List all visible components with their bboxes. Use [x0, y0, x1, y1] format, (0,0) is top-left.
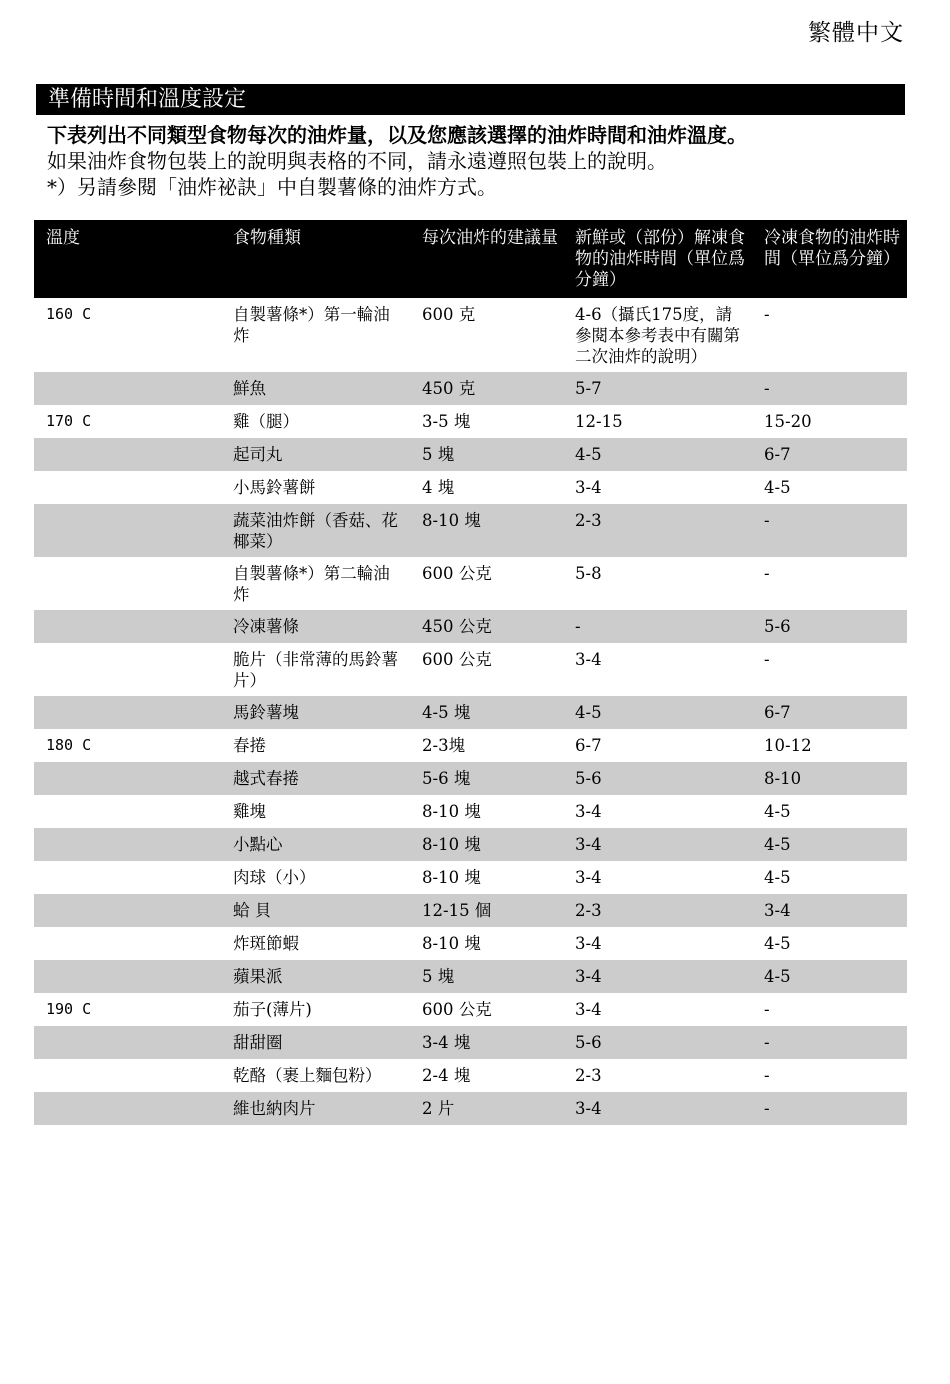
cell-frozen-time: - — [764, 1099, 770, 1118]
cell-food: 馬鈴薯塊 — [233, 703, 299, 722]
table-row — [34, 610, 907, 643]
cell-fresh-time: 3-4 — [575, 967, 602, 986]
cell-fresh-time: 3-4 — [575, 650, 602, 669]
table-row — [34, 762, 907, 795]
cell-fresh-time: 4-5 — [575, 703, 602, 722]
header-fresh-time: 新鮮或（部份）解凍食物的油炸時間（單位爲分鐘） — [575, 228, 745, 290]
cell-temperature — [34, 861, 221, 894]
table-row — [34, 993, 907, 1026]
cell-frozen-time: 6-7 — [764, 703, 791, 722]
cell-food: 雞（腿） — [233, 412, 299, 431]
cell-food: 蔬菜油炸餅（香菇、花椰菜） — [233, 511, 398, 551]
cell-food: 脆片（非常薄的馬鈴薯片） — [233, 650, 398, 690]
cell-amount: 8-10 塊 — [422, 835, 481, 854]
cell-fresh-time: 3-4 — [575, 934, 602, 953]
cell-frozen-time: - — [764, 1033, 770, 1052]
cell-amount: 8-10 塊 — [422, 868, 481, 887]
header-amount: 每次油炸的建議量 — [422, 228, 558, 248]
cell-fresh-time: 2-3 — [575, 901, 602, 920]
cell-food: 小點心 — [233, 835, 283, 854]
cell-fresh-time: 12-15 — [575, 412, 623, 431]
cell-frozen-time: - — [764, 1066, 770, 1085]
cell-fresh-time: 5-7 — [575, 379, 602, 398]
cell-food: 蛤 貝 — [233, 901, 272, 920]
cell-frozen-time: - — [764, 379, 770, 398]
cell-food: 起司丸 — [233, 445, 283, 464]
cell-temperature — [34, 894, 221, 927]
cell-temperature: 190 C — [46, 1000, 92, 1018]
cell-frozen-time: - — [764, 305, 770, 324]
intro-line: 如果油炸食物包裝上的說明與表格的不同，請永遠遵照包裝上的說明。 — [47, 149, 667, 173]
cell-fresh-time: 2-3 — [575, 511, 602, 530]
table-row — [34, 927, 907, 960]
cell-food: 春捲 — [233, 736, 266, 755]
cell-frozen-time: 5-6 — [764, 617, 791, 636]
cell-temperature — [34, 372, 221, 405]
cell-frozen-time: 8-10 — [764, 769, 802, 788]
table-row — [34, 1059, 907, 1092]
table-row — [34, 1092, 907, 1125]
header-frozen-time: 冷凍食物的油炸時間（單位爲分鐘） — [764, 228, 900, 269]
table-row — [34, 405, 907, 438]
cell-fresh-time: - — [575, 617, 581, 636]
cell-temperature — [34, 1026, 221, 1059]
cell-fresh-time: 3-4 — [575, 478, 602, 497]
cell-frozen-time: 4-5 — [764, 835, 791, 854]
cell-food: 自製薯條*）第二輪油炸 — [233, 564, 390, 604]
cell-frozen-time: 4-5 — [764, 802, 791, 821]
table-row — [34, 438, 907, 471]
cell-food: 小馬鈴薯餅 — [233, 478, 316, 497]
cell-amount: 5 塊 — [422, 967, 455, 986]
table-row — [34, 557, 907, 610]
cell-amount: 8-10 塊 — [422, 934, 481, 953]
cell-frozen-time: 10-12 — [764, 736, 812, 755]
cell-amount: 12-15 個 — [422, 901, 492, 920]
cell-frozen-time: - — [764, 511, 770, 530]
table-row — [34, 960, 907, 993]
cell-food: 蘋果派 — [233, 967, 283, 986]
cell-temperature — [34, 1092, 221, 1125]
cell-fresh-time: 5-8 — [575, 564, 602, 583]
intro-line: *）另請參閱「油炸祕訣」中自製薯條的油炸方式。 — [47, 175, 497, 199]
cell-food: 甜甜圈 — [233, 1033, 283, 1052]
cell-amount: 2 片 — [422, 1099, 455, 1118]
cell-food: 鮮魚 — [233, 379, 266, 398]
cell-fresh-time: 3-4 — [575, 802, 602, 821]
cell-amount: 3-5 塊 — [422, 412, 471, 431]
cell-amount: 600 克 — [422, 305, 476, 324]
cell-temperature — [34, 557, 221, 610]
cell-frozen-time: 15-20 — [764, 412, 812, 431]
cell-frozen-time: 6-7 — [764, 445, 791, 464]
cell-frozen-time: 4-5 — [764, 478, 791, 497]
intro-line: 下表列出不同類型食物每次的油炸量，以及您應該選擇的油炸時間和油炸溫度。 — [47, 123, 747, 147]
cell-food: 自製薯條*）第一輪油炸 — [233, 305, 390, 345]
table-row — [34, 828, 907, 861]
cell-frozen-time: 3-4 — [764, 901, 791, 920]
cell-temperature: 180 C — [46, 736, 92, 754]
cell-temperature — [34, 828, 221, 861]
cell-fresh-time: 4-6（攝氏175度，請參閱本參考表中有關第二次油炸的說明） — [575, 305, 740, 366]
section-title: 準備時間和溫度設定 — [36, 84, 905, 115]
cell-amount: 4 塊 — [422, 478, 455, 497]
cell-temperature: 170 C — [46, 412, 92, 430]
cell-amount: 2-3塊 — [422, 736, 466, 755]
cell-fresh-time: 3-4 — [575, 1099, 602, 1118]
frying-time-table — [34, 220, 907, 1125]
cell-amount: 600 公克 — [422, 564, 492, 583]
cell-frozen-time: 4-5 — [764, 967, 791, 986]
cell-temperature — [34, 438, 221, 471]
intro-text — [47, 122, 907, 200]
cell-frozen-time: 4-5 — [764, 934, 791, 953]
cell-food: 炸斑節蝦 — [233, 934, 299, 953]
cell-frozen-time: 4-5 — [764, 868, 791, 887]
cell-food: 茄子(薄片) — [233, 1000, 312, 1019]
cell-amount: 600 公克 — [422, 650, 492, 669]
cell-temperature — [34, 610, 221, 643]
cell-fresh-time: 5-6 — [575, 1033, 602, 1052]
table-row — [34, 894, 907, 927]
cell-amount: 600 公克 — [422, 1000, 492, 1019]
cell-fresh-time: 6-7 — [575, 736, 602, 755]
cell-temperature — [34, 795, 221, 828]
cell-amount: 2-4 塊 — [422, 1066, 471, 1085]
cell-frozen-time: - — [764, 564, 770, 583]
cell-fresh-time: 4-5 — [575, 445, 602, 464]
cell-food: 冷凍薯條 — [233, 617, 299, 636]
cell-amount: 8-10 塊 — [422, 511, 481, 530]
cell-food: 維也納肉片 — [233, 1099, 316, 1118]
table-row — [34, 696, 907, 729]
cell-temperature — [34, 643, 221, 696]
cell-amount: 5-6 塊 — [422, 769, 471, 788]
cell-amount: 8-10 塊 — [422, 802, 481, 821]
header-temperature: 溫度 — [46, 228, 80, 248]
cell-amount: 4-5 塊 — [422, 703, 471, 722]
cell-fresh-time: 2-3 — [575, 1066, 602, 1085]
cell-temperature: 160 C — [46, 305, 92, 323]
cell-frozen-time: - — [764, 650, 770, 669]
cell-fresh-time: 3-4 — [575, 1000, 602, 1019]
table-header-row — [34, 220, 907, 298]
cell-food: 雞塊 — [233, 802, 266, 821]
cell-temperature — [34, 762, 221, 795]
table-row — [34, 729, 907, 762]
cell-food: 肉球（小） — [233, 868, 316, 887]
table-row — [34, 1026, 907, 1059]
table-row — [34, 795, 907, 828]
table-body — [34, 298, 907, 1125]
cell-food: 乾酪（裹上麵包粉） — [233, 1066, 382, 1085]
cell-fresh-time: 3-4 — [575, 835, 602, 854]
cell-temperature — [34, 504, 221, 557]
language-label: 繁體中文 — [808, 20, 904, 46]
cell-fresh-time: 3-4 — [575, 868, 602, 887]
cell-temperature — [34, 696, 221, 729]
cell-amount: 450 公克 — [422, 617, 492, 636]
cell-temperature — [34, 960, 221, 993]
cell-temperature — [34, 927, 221, 960]
cell-food: 越式春捲 — [233, 769, 299, 788]
cell-amount: 5 塊 — [422, 445, 455, 464]
cell-temperature — [34, 1059, 221, 1092]
table-row — [34, 861, 907, 894]
table-row — [34, 372, 907, 405]
table-row — [34, 504, 907, 557]
table-row — [34, 471, 907, 504]
table-row — [34, 643, 907, 696]
cell-frozen-time: - — [764, 1000, 770, 1019]
cell-fresh-time: 5-6 — [575, 769, 602, 788]
table-row — [34, 298, 907, 372]
cell-amount: 450 克 — [422, 379, 476, 398]
cell-temperature — [34, 471, 221, 504]
cell-amount: 3-4 塊 — [422, 1033, 471, 1052]
header-food-type: 食物種類 — [233, 228, 301, 248]
